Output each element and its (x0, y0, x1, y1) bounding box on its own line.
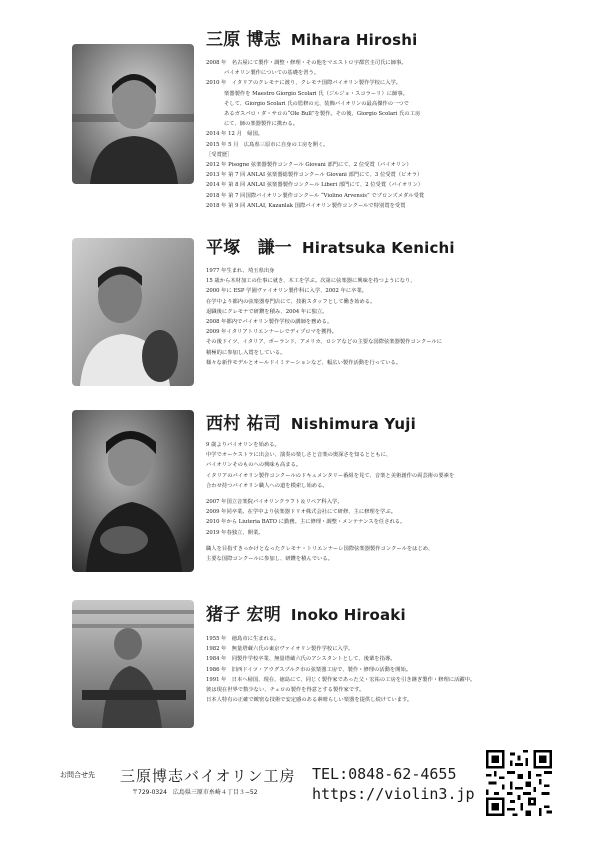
person-name-inoko (206, 605, 406, 625)
bio-line: ［受賞歴］ (206, 151, 233, 158)
bio-line: 職人を目指すきっかけとなったクレモナ・トリエンナーレ国際弦楽器製作コンクールをはじめ、 (206, 545, 434, 552)
bio-line: 1982 年 無量塔蔵六氏の東京ヴァイオリン製作学校に入学。 (206, 646, 354, 653)
bio-line: 2014 年 第 8 回 ANLAI 弦楽器製作コンクール Liberi 部門にて、2 位受賞（バイオリン） (206, 182, 424, 189)
portrait-photo-hiratsuka (72, 238, 194, 386)
bio-line: 在学中より都内の弦楽器専門店にて、技術スタッフとして働き始める。 (206, 298, 376, 305)
bio-line: 2018 年 第 7 回国際バイオリン製作コンクール “Violino Arvensis” でブロンズメダル受賞 (206, 192, 425, 199)
bio-line: バイオリン製作についての基礎を習う。 (224, 70, 320, 77)
bio-line: 2007 年国立音楽院バイオリンクラフト＆リペア科入学。 (206, 499, 343, 506)
bio-line: 中学でオーケストラに出会い、演奏の楽しさと音楽の奥深さを知るとともに、 (206, 452, 392, 459)
bio-line: 2010 年から Liuteria BATO に勤務。主に修理・調整・メンテナンスを任される。 (206, 519, 406, 526)
qr-code-icon[interactable] (486, 750, 552, 816)
name-japanese: 平塚 謙一 (206, 238, 292, 258)
bio-line: 楽器製作を Maestro Giorgio Scolari 氏（ジルジョ・スコラーリ）に師事。 (224, 90, 408, 97)
name-japanese: 三原 博志 (206, 30, 281, 50)
person-name-mihara (206, 30, 417, 50)
bio-line: 日本人特有の正確で緻密な技術で安定感のある素晴らしい楽器を提供し続けています。 (206, 697, 413, 704)
name-latin: Nishimura Yuji (290, 415, 416, 433)
bio-line: 2018 年 第 9 回 ANLAI, Kazanlak 国際バイオリン製作コンクールで特別賞を受賞 (206, 202, 406, 209)
bio-line: 退職後にクレモナで研鑽を積み、2004 年に独立。 (206, 308, 328, 315)
bio-line: そして、Giorgio Scolari 氏の監修の元、装飾バイオリンの最高傑作の一つで (224, 100, 409, 107)
bio-line: 2008 年 名古屋にて製作・調整・修理・その他をマエストロ宇都宮圭司氏に師事。 (206, 60, 407, 66)
bio-line: イタリアのバイオリン製作コンクールのドキュメンタリー番組を見て、音楽と美術創作の両芸術の要素を (206, 472, 455, 479)
bio-line: あるガスパロ・ダ・サロの“Ole Bull”を製作。その後、Giorgio Scolari 氏の工房 (224, 111, 421, 118)
bio-line: 2015 年 5 月 広島県三原市に自身の工房を開く。 (206, 141, 329, 148)
bio-line: 2000 年に ESP 学園ヴァイオリン製作科に入学、2002 年に卒業。 (206, 288, 368, 295)
bio-line: 様々な新作モデルとオールドイミテーションなど、幅広い製作活動を行っている。 (206, 359, 402, 366)
bio-line: 合わせ持つバイオリン職人への道を模索し始める。 (206, 482, 328, 489)
bio-line: 主要な国際コンクールに参加し、研鑽を積んでいる。 (206, 556, 333, 563)
bio-line: 2009 年イタリアトリエンナーレでディプロマを獲得。 (206, 329, 338, 336)
name-japanese: 猪子 宏明 (206, 605, 281, 625)
biography-nishimura (206, 440, 546, 564)
biography-mihara (206, 58, 546, 211)
bio-line: 1984 年 同製作学校卒業、無量塔蔵六氏のアシスタントとして、後輩を指導。 (206, 656, 396, 663)
bio-line: 2014 年 12 月 帰国。 (206, 131, 264, 138)
person-name-hiratsuka (206, 238, 455, 258)
bio-line: 1977 年生まれ、埼玉県出身 (206, 268, 275, 274)
workshop-address: 〒729-0324 広島県三原市糸崎４丁目３−52 (132, 789, 258, 796)
contact-footer (0, 745, 595, 835)
bio-line: 積極的に参加し入賞をしている。 (206, 349, 286, 356)
phone-number[interactable]: TEL:0848-62-4655 (312, 765, 457, 783)
bio-line: 15 歳から木材加工の仕事に就き、木工を学ぶ。次第に弦楽器に興味を持つようになり、 (206, 278, 416, 285)
name-latin: Hiratsuka Kenichi (302, 239, 455, 257)
bio-line: 1955 年 徳島市に生まれる。 (206, 636, 280, 642)
contact-label: お問合せ先 (60, 771, 95, 779)
portrait-photo-nishimura (72, 410, 194, 572)
person-name-nishimura (206, 414, 416, 434)
bio-line: 2013 年 第 7 回 ANLAI 弦楽器総製作コンクール Giovani 部門にて、3 位受賞（ビオラ） (206, 172, 423, 179)
bio-line: にて、師の楽器製作に携わる。 (224, 121, 299, 128)
bio-line: バイオリンそのものへの興味も高まる。 (206, 462, 302, 469)
website-link[interactable]: https://violin3.jp (312, 785, 475, 803)
bio-line: 2019 年春独立、開業。 (206, 529, 264, 536)
portrait-photo-mihara (72, 44, 194, 184)
bio-line: その後ドイツ、イタリア、ポーランド、アメリカ、ロシアなどの主要な国際弦楽器製作コンクールに (206, 339, 443, 346)
name-latin: Mihara Hiroshi (290, 31, 418, 49)
biography-inoko (206, 634, 546, 705)
bio-line: 彼は現在世界で数少ない、チェロの製作を得意とする製作家です。 (206, 687, 365, 694)
name-japanese: 西村 祐司 (206, 414, 281, 434)
bio-line: 1986 年 旧西ドイツ・アウグスブルク市の弦楽器工房で、製作・修理の活動を開始。 (206, 666, 412, 673)
biography-hiratsuka (206, 266, 546, 368)
bio-line: 9 歳よりバイオリンを始める。 (206, 442, 280, 448)
workshop-name: 三原博志バイオリン工房 (120, 767, 296, 785)
bio-line: 2008 年都内でバイオリン製作学校の講師を務める。 (206, 319, 333, 326)
bio-line: 1991 年 日本へ帰国、現在、徳島にて、同じく製作家であった父・宏祐の工房を引き継ぎ製作・修理に活躍中。 (206, 676, 476, 683)
bio-line: 2012 年 Pisogne 弦楽器製作コンクール Giovani 部門にて、2 位受賞（バイオリン） (206, 162, 412, 169)
bio-line: 2009 年同卒業。在学中より弦楽器ドリオ株式会社にて研修、主に修理を学ぶ。 (206, 509, 397, 516)
portrait-photo-inoko (72, 600, 194, 728)
name-latin: Inoko Hiroaki (290, 606, 406, 624)
bio-line: 2010 年 イタリアのクレモナに渡り、クレモナ国際バイオリン製作学校に入学。 (206, 80, 402, 87)
